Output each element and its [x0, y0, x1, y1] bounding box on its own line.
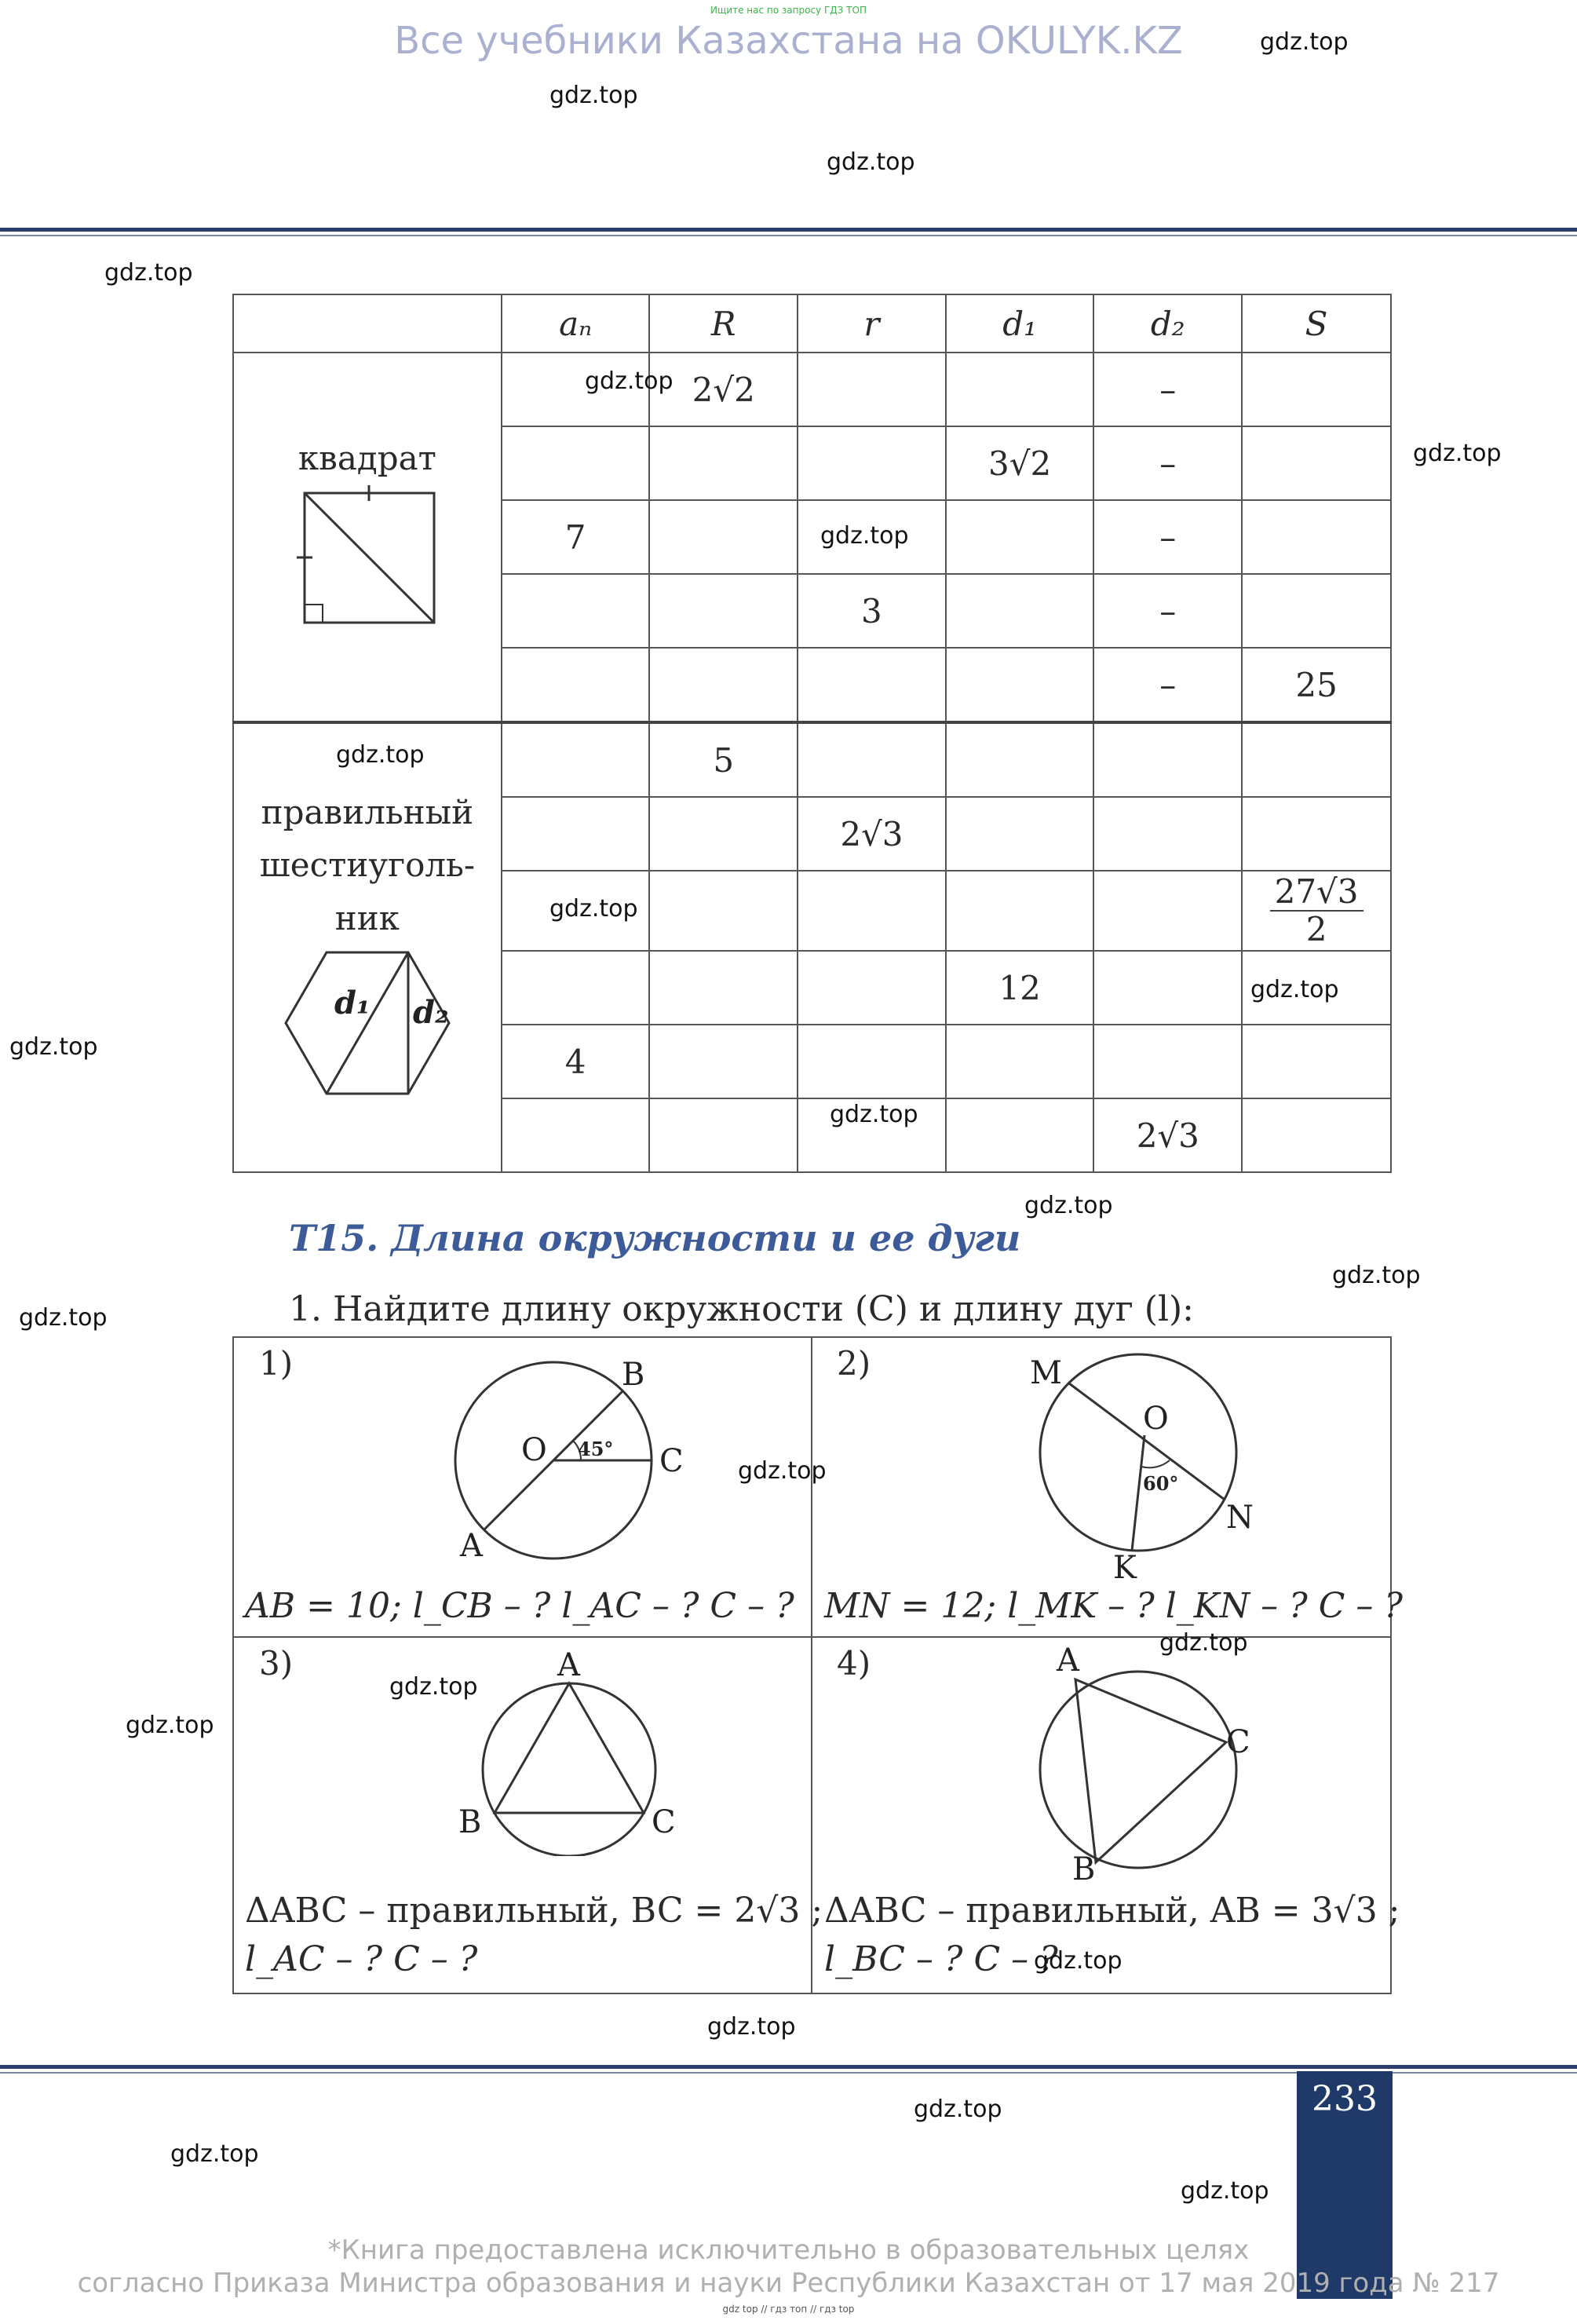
watermark: gdz.top	[707, 2013, 796, 2041]
watermark: gdz.top	[1024, 1192, 1113, 1219]
table-cell	[502, 797, 650, 871]
svg-text:B: B	[458, 1804, 482, 1840]
table-cell: –	[1093, 648, 1242, 722]
page-number: 233	[1312, 2079, 1378, 2119]
table-cell	[1242, 1025, 1391, 1098]
watermark: gdz.top	[126, 1712, 214, 1739]
table-cell	[798, 1025, 946, 1098]
watermark: gdz.top	[104, 259, 193, 287]
table-cell	[649, 797, 798, 871]
table-cell: –	[1093, 353, 1242, 426]
table-cell	[649, 648, 798, 722]
watermark: gdz.top	[549, 82, 638, 109]
table-cell	[1242, 426, 1391, 500]
watermark: gdz.top	[914, 2096, 1002, 2123]
watermark: gdz.top	[738, 1457, 827, 1485]
table-cell	[1093, 871, 1242, 951]
table-cell	[798, 951, 946, 1025]
footer-line-2: согласно Приказа Министра образования и науки Республики Казахстан от 17 мая 2019 года № 217	[77, 2267, 1500, 2299]
svg-text:B: B	[1072, 1851, 1096, 1880]
table-cell	[798, 722, 946, 797]
svg-text:d₁: d₁	[334, 984, 371, 1021]
table-cell: 3√2	[946, 426, 1094, 500]
table-header-row	[233, 294, 1391, 353]
square-figure-cell	[233, 353, 502, 722]
svg-text:M: M	[1030, 1355, 1062, 1391]
problem-1-diagram	[440, 1350, 699, 1562]
table-cell	[1242, 574, 1391, 648]
table-cell	[946, 797, 1094, 871]
svg-text:O: O	[1143, 1401, 1169, 1437]
problem-3-condition: ΔABC – правильный, BC = 2√3 ;	[245, 1891, 823, 1931]
svg-text:60°: 60°	[1143, 1472, 1179, 1495]
watermark: gdz.top	[820, 522, 909, 550]
table-cell	[1093, 722, 1242, 797]
table-cell	[798, 426, 946, 500]
table-cell	[1242, 1098, 1391, 1172]
footer-links[interactable]: gdz top // гдз топ // гдз top	[722, 2304, 855, 2315]
table-cell	[1093, 1025, 1242, 1098]
section-title: Т15. Длина окружности и ее дуги	[289, 1217, 1021, 1259]
hexagon-diagram	[273, 945, 462, 1102]
table-cell	[1093, 797, 1242, 871]
watermark: gdz.top	[1159, 1629, 1248, 1657]
table-cell	[946, 1025, 1094, 1098]
header-rule	[0, 228, 1577, 232]
svg-text:B: B	[622, 1357, 645, 1393]
square-diagram	[289, 485, 446, 634]
svg-text:C: C	[652, 1804, 676, 1840]
table-cell	[502, 722, 650, 797]
header-an: aₙ	[502, 294, 650, 353]
watermark: gdz.top	[170, 2140, 259, 2168]
table-cell	[946, 500, 1094, 574]
problem-1-number: 1)	[259, 1344, 294, 1383]
header-S: S	[1242, 294, 1391, 353]
table-cell	[649, 500, 798, 574]
problem-2-number: 2)	[837, 1344, 871, 1383]
table-cell	[1242, 353, 1391, 426]
table-cell: –	[1093, 500, 1242, 574]
header-R: R	[649, 294, 798, 353]
table-cell: 2√3	[798, 797, 946, 871]
table-cell: 4	[502, 1025, 650, 1098]
header-r: r	[798, 294, 946, 353]
table-cell	[798, 871, 946, 951]
svg-text:O: O	[521, 1432, 547, 1468]
svg-text:K: K	[1113, 1550, 1137, 1578]
svg-text:C: C	[1226, 1724, 1250, 1760]
table-cell	[946, 1098, 1094, 1172]
table-cell	[502, 426, 650, 500]
table-cell: 2√2	[649, 353, 798, 426]
task-statement: 1. Найдите длину окружности (C) и длину дуг (l):	[289, 1289, 1195, 1329]
table-cell: 3	[798, 574, 946, 648]
polygon-table	[232, 294, 1392, 1173]
watermark: gdz.top	[1332, 1262, 1421, 1289]
table-cell	[649, 426, 798, 500]
svg-text:A: A	[1057, 1644, 1079, 1679]
hex-area-cell	[1242, 871, 1391, 951]
footer-rule	[0, 2065, 1577, 2069]
table-corner	[233, 294, 502, 353]
table-cell	[649, 574, 798, 648]
problem-3-number: 3)	[259, 1644, 294, 1683]
header-d1: d₁	[946, 294, 1094, 353]
site-title[interactable]: Все учебники Казахстана на OKULYK.KZ	[394, 19, 1183, 63]
problem-4-condition: ΔABC – правильный, AB = 3√3 ;	[824, 1891, 1400, 1931]
header-rule-thin	[0, 235, 1577, 236]
header-d2: d₂	[1093, 294, 1242, 353]
watermark: gdz.top	[549, 895, 638, 923]
table-cell: –	[1093, 574, 1242, 648]
watermark: gdz.top	[1034, 1947, 1123, 1975]
problem-2-diagram	[1020, 1350, 1279, 1578]
watermark: gdz.top	[19, 1304, 108, 1332]
hexagon-figure-cell	[233, 722, 502, 1172]
table-cell: 12	[946, 951, 1094, 1025]
table-cell	[502, 951, 650, 1025]
table-cell: –	[1093, 426, 1242, 500]
svg-text:A: A	[557, 1647, 580, 1683]
svg-text:45°: 45°	[578, 1438, 614, 1460]
watermark: gdz.top	[830, 1101, 918, 1128]
watermark: gdz.top	[9, 1033, 98, 1061]
problem-4-number: 4)	[837, 1644, 871, 1683]
problem-2-condition: MN = 12; l_MK – ? l_KN – ? C – ?	[824, 1586, 1403, 1626]
table-cell	[946, 648, 1094, 722]
footer-line-1: *Книга предоставлена исключительно в образовательных целях	[327, 2234, 1250, 2266]
search-hint: Ищите нас по запросу ГДЗ ТОП	[710, 5, 867, 16]
watermark: gdz.top	[1413, 440, 1502, 467]
watermark: gdz.top	[336, 741, 425, 769]
watermark: gdz.top	[1181, 2177, 1269, 2205]
svg-text:d₂: d₂	[412, 993, 449, 1031]
table-cell	[798, 648, 946, 722]
watermark: gdz.top	[1250, 976, 1339, 1003]
table-cell	[649, 871, 798, 951]
table-cell	[946, 871, 1094, 951]
table-cell	[502, 1098, 650, 1172]
watermark: gdz.top	[827, 148, 915, 176]
table-cell	[946, 574, 1094, 648]
square-label: квадрат	[298, 439, 436, 478]
svg-text:A: A	[460, 1528, 483, 1562]
hex-area-fraction: $\frac{27√3}{2}$	[1270, 874, 1363, 948]
table-cell	[798, 353, 946, 426]
table-cell	[946, 722, 1094, 797]
table-cell: 7	[502, 500, 650, 574]
table-cell	[1093, 951, 1242, 1025]
svg-text:N: N	[1226, 1500, 1254, 1536]
table-cell	[1242, 500, 1391, 574]
table-cell	[502, 574, 650, 648]
table-cell	[946, 353, 1094, 426]
watermark: gdz.top	[389, 1673, 478, 1701]
table-cell	[649, 1098, 798, 1172]
problem-4-diagram	[1020, 1644, 1279, 1880]
watermark: gdz.top	[1260, 28, 1349, 56]
table-cell	[649, 1025, 798, 1098]
svg-text:C: C	[659, 1443, 684, 1479]
table-row	[233, 353, 1391, 426]
problem-4-question: l_BC – ? C – ?	[824, 1939, 1058, 1979]
table-cell: 5	[649, 722, 798, 797]
table-cell	[1242, 722, 1391, 797]
table-cell: 2√3	[1093, 1098, 1242, 1172]
hexagon-label: правильный шестиуголь- ник	[259, 793, 476, 937]
table-cell	[1242, 797, 1391, 871]
problem-3-diagram	[455, 1644, 691, 1856]
problem-1-condition: AB = 10; l_CB – ? l_AC – ? C – ?	[245, 1586, 794, 1626]
table-cell: 25	[1242, 648, 1391, 722]
table-cell	[502, 648, 650, 722]
problem-3-question: l_AC – ? C – ?	[245, 1939, 478, 1979]
table-cell	[649, 951, 798, 1025]
watermark: gdz.top	[585, 367, 674, 395]
